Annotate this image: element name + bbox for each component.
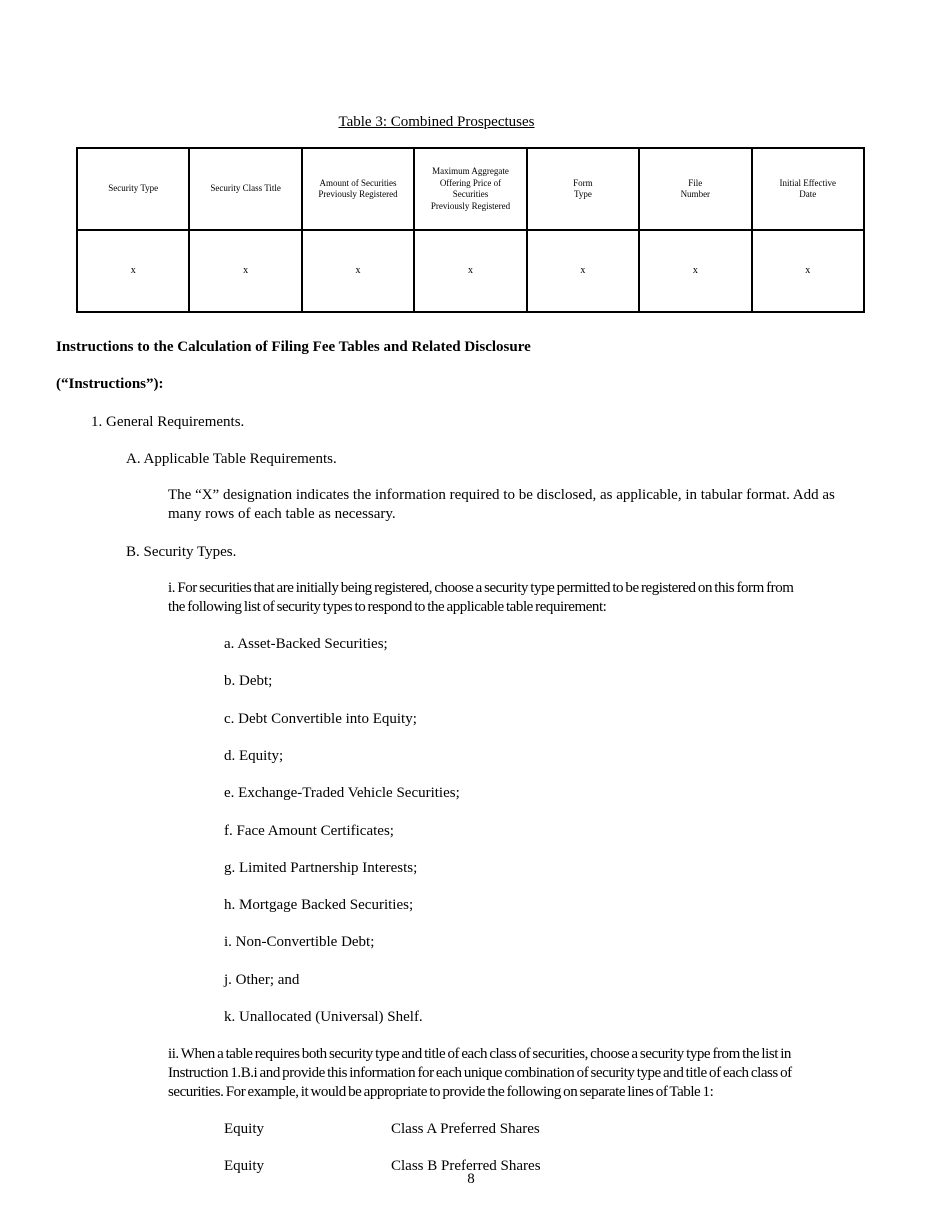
header-cell — [189, 148, 301, 230]
list-item: e. Exchange-Traded Vehicle Securities; — [224, 785, 460, 801]
table-header-row — [77, 148, 864, 230]
table-cell: x — [302, 230, 414, 312]
example-security-type: Equity — [224, 1121, 264, 1137]
list-item: c. Debt Convertible into Equity; — [224, 711, 417, 727]
section-general-requirements: 1. General Requirements. — [91, 414, 245, 430]
header-cell — [752, 148, 864, 230]
list-item: h. Mortgage Backed Securities; — [224, 897, 414, 913]
table-cell: x — [77, 230, 189, 312]
header-amount-previously-registered: Amount of Securities Previously Registered — [318, 177, 398, 199]
list-item: f. Face Amount Certificates; — [224, 823, 394, 839]
list-item: a. Asset-Backed Securities; — [224, 636, 388, 652]
instructions-heading: Instructions to the Calculation of Filing Fee Tables and Related Disclosure — [56, 339, 531, 355]
header-security-class-title: Security Class Title — [210, 183, 281, 194]
paragraph-x-designation: The “X” designation indicates the information required to be disclosed, as applicable, in tabular format. Add as many rows of each table as necessary. — [168, 487, 835, 522]
subsection-security-types: B. Security Types. — [126, 544, 237, 560]
header-security-type: Security Type — [108, 183, 159, 194]
example-class-title: Class B Preferred Shares — [391, 1158, 541, 1174]
table-cell: x — [189, 230, 301, 312]
header-form-type: Form Type — [573, 177, 593, 199]
example-security-type: Equity — [224, 1158, 264, 1174]
table-row — [77, 230, 864, 312]
list-item: k. Unallocated (Universal) Shelf. — [224, 1009, 423, 1025]
page-number: 8 — [467, 1171, 475, 1187]
header-max-aggregate-offering-price: Maximum Aggregate Offering Price of Securities Previously Registered — [430, 166, 511, 211]
header-initial-effective-date: Initial Effective Date — [779, 177, 837, 199]
combined-prospectuses-table — [76, 147, 865, 313]
list-item: d. Equity; — [224, 748, 284, 764]
header-cell — [77, 148, 189, 230]
table-title: Table 3: Combined Prospectuses — [338, 114, 535, 130]
list-item: i. Non-Convertible Debt; — [224, 934, 375, 950]
header-cell — [527, 148, 639, 230]
table-cell: x — [527, 230, 639, 312]
header-cell — [302, 148, 414, 230]
table-cell: x — [752, 230, 864, 312]
example-class-title: Class A Preferred Shares — [391, 1121, 540, 1137]
table-cell: x — [414, 230, 526, 312]
table-cell: x — [639, 230, 751, 312]
header-cell — [639, 148, 751, 230]
paragraph-initial-registration: i. For securities that are initially being registered, choose a security type permitted to be registered on this form from the following list of security types to respond to the applicable table requirement: — [168, 580, 794, 615]
subsection-applicable-table-requirements: A. Applicable Table Requirements. — [126, 451, 337, 467]
list-item: b. Debt; — [224, 673, 273, 689]
header-file-number: File Number — [680, 177, 711, 199]
instructions-heading-label: (“Instructions”): — [56, 376, 164, 392]
paragraph-type-and-title: ii. When a table requires both security type and title of each class of securities, choose a security type from the list in Instruction 1.B.i and provide this information for each unique combination of security type and title of each class of securities. For example, it would be appropriate to provide the following on separate lines of Table 1: — [168, 1046, 792, 1100]
list-item: g. Limited Partnership Interests; — [224, 860, 418, 876]
header-cell — [414, 148, 526, 230]
list-item: j. Other; and — [224, 972, 300, 988]
